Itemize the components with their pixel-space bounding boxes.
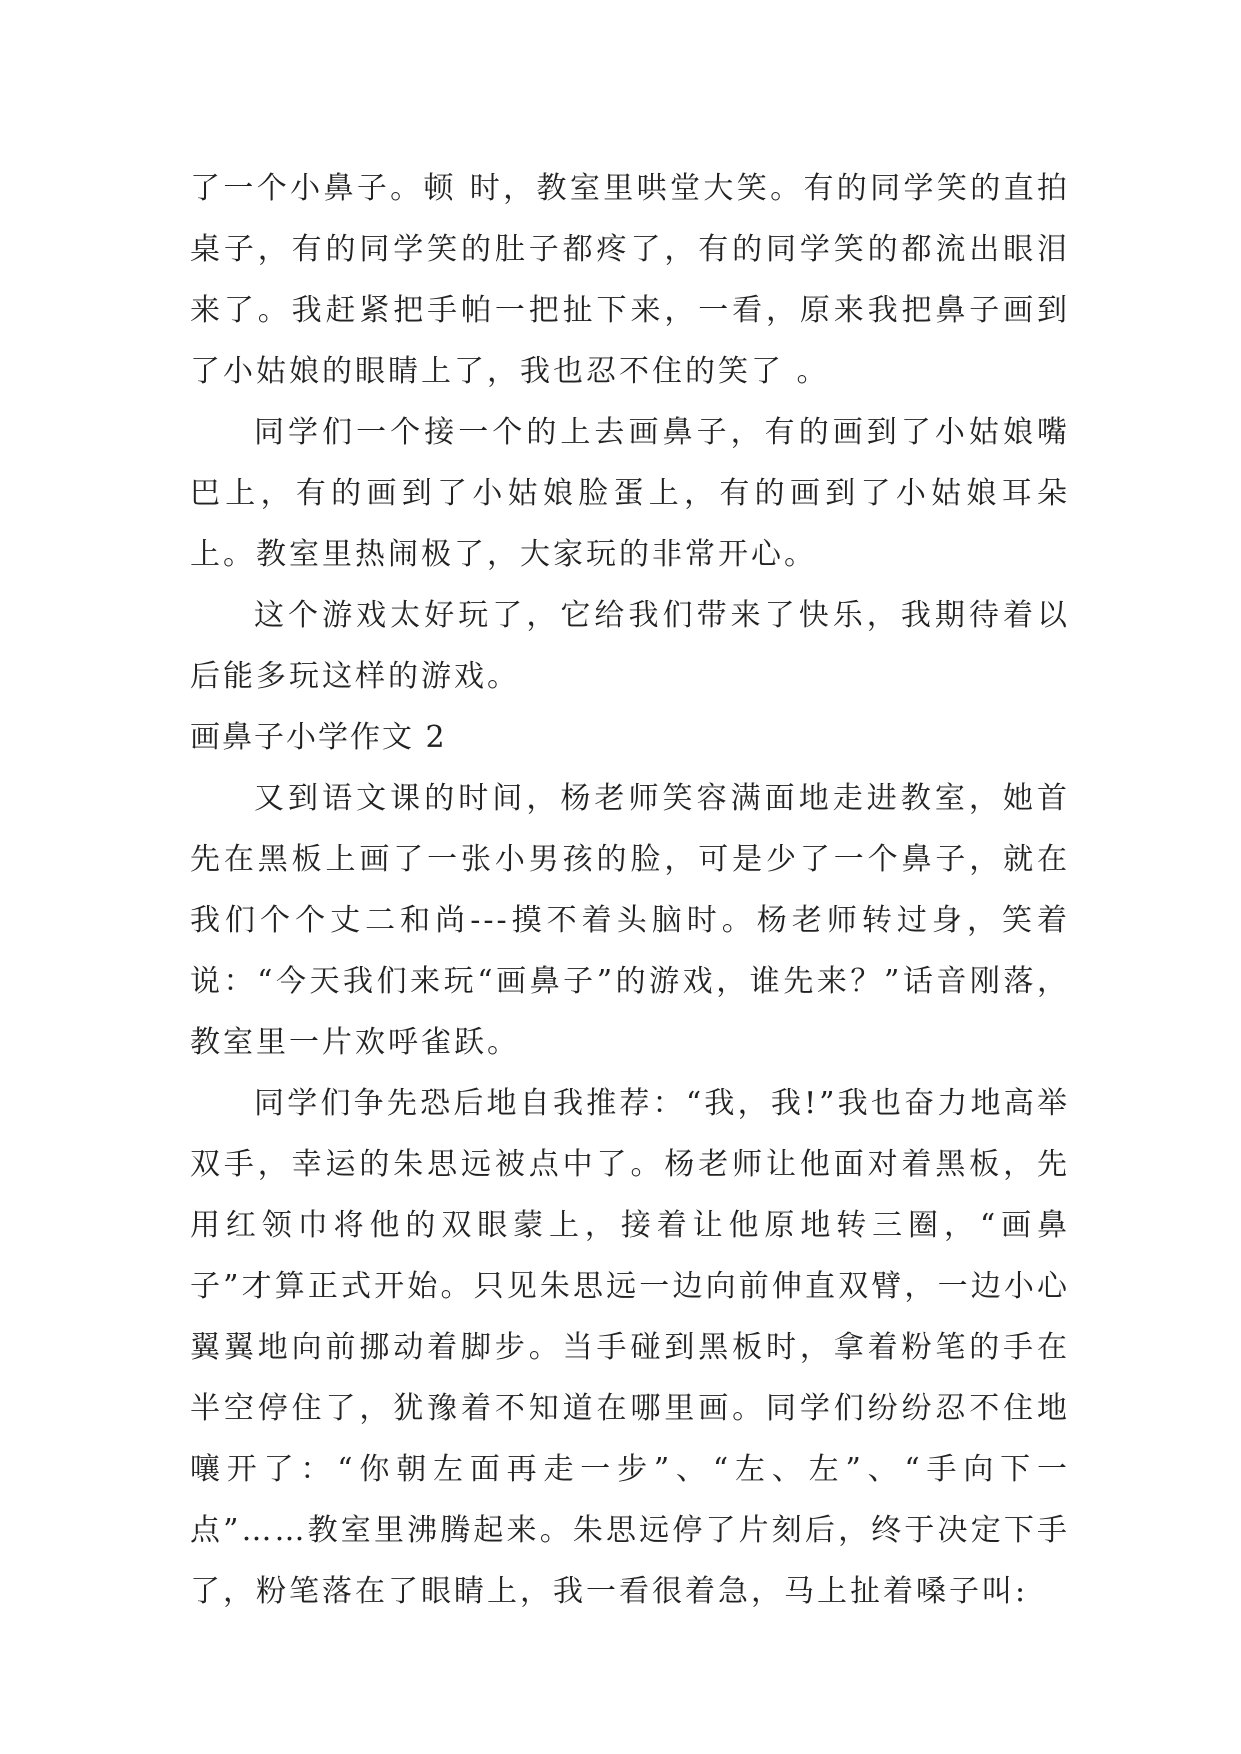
- section-heading: 画鼻子小学作文 2: [190, 720, 447, 755]
- paragraph: 又到语文课的时间，杨老师笑容满面地走进教室，她首先在黑板上画了一张小男孩的脸，可是少了一个鼻子，就在我们个个丈二和尚---摸不着头脑时。杨老师转过身，笑着说：“今天我们来玩“画鼻子”的游戏，谁先来？”话音刚落，教室里一片欢呼雀跃。: [190, 781, 1070, 1060]
- paragraph: 同学们一个接一个的上去画鼻子，有的画到了小姑娘嘴巴上，有的画到了小姑娘脸蛋上，有的画到了小姑娘耳朵上。教室里热闹极了，大家玩的非常开心。: [190, 415, 1070, 572]
- paragraph: 这个游戏太好玩了，它给我们带来了快乐，我期待着以后能多玩这样的游戏。: [190, 598, 1070, 694]
- paragraph-continuation: 了一个小鼻子。顿 时，教室里哄堂大笑。有的同学笑的直拍桌子，有的同学笑的肚子都疼了，有的同学笑的都流出眼泪来了。我赶紧把手帕一把扯下来，一看，原来我把鼻子画到了小姑娘的眼睛上了，我也忍不住的笑了 。: [190, 171, 1070, 389]
- paragraph: 同学们争先恐后地自我推荐：“我，我!”我也奋力地高举双手，幸运的朱思远被点中了。杨老师让他面对着黑板，先用红领巾将他的双眼蒙上，接着让他原地转三圈，“画鼻子”才算正式开始。只见朱思远一边向前伸直双臂，一边小心翼翼地向前挪动着脚步。当手碰到黑板时，拿着粉笔的手在半空停住了，犹豫着不知道在哪里画。同学们纷纷忍不住地嚷开了：“你朝左面再走一步”、“左、左”、“手向下一点”……教室里沸腾起来。朱思远停了片刻后，终于决定下手了，粉笔落在了眼睛上，我一看很着急，马上扯着嗓子叫:: [190, 1086, 1070, 1609]
- document-body: [190, 158, 1070, 1622]
